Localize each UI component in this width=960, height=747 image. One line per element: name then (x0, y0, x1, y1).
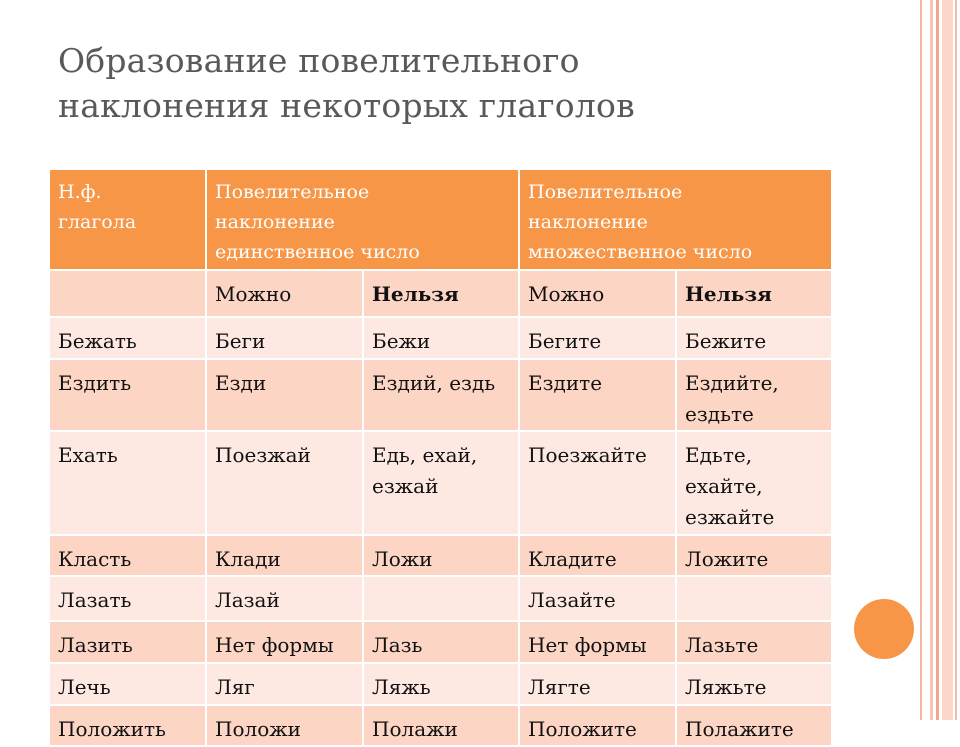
table-cell: Положи (206, 705, 363, 746)
header-cell-singular (206, 169, 519, 270)
slide-title (58, 38, 878, 128)
header-cell-plural (519, 169, 832, 270)
subheader-cell-forbidden: Нельзя (363, 270, 519, 317)
header-line: Повелительное (528, 181, 683, 203)
subheader-cell-allowed: Можно (519, 270, 676, 317)
table-row (49, 359, 832, 431)
table-cell: Ездий, ездь (363, 359, 519, 431)
header-line: Повелительное (215, 181, 370, 203)
subheader-cell-forbidden: Нельзя (676, 270, 832, 317)
table-cell: Лазайте (519, 576, 676, 621)
table-cell: Ложите (676, 535, 832, 576)
frame-line-3 (936, 0, 939, 720)
table-cell: Ляг (206, 663, 363, 705)
decorative-orange-circle (854, 599, 914, 659)
table-cell: Класть (49, 535, 206, 576)
table-row (49, 535, 832, 576)
table-cell: Лазьте (676, 621, 832, 663)
table-cell (363, 576, 519, 621)
table-row (49, 663, 832, 705)
subheader-cell (49, 270, 206, 317)
frame-line-1 (920, 0, 922, 720)
table-cell: Ездийте, ездьте (676, 359, 832, 431)
table-row (49, 317, 832, 359)
table-cell: Лазить (49, 621, 206, 663)
table-cell: Лазать (49, 576, 206, 621)
table-cell: Поезжай (206, 431, 363, 535)
table-cell: Бежать (49, 317, 206, 359)
frame-line-5 (955, 0, 957, 720)
table-cell: Ездите (519, 359, 676, 431)
table-cell: Лазай (206, 576, 363, 621)
header-line: глагола (58, 211, 137, 233)
table-cell: Лягте (519, 663, 676, 705)
header-line: наклонение (528, 211, 648, 233)
slide-title-line-1: Образование повелительного (58, 41, 580, 80)
table-cell: Бегите (519, 317, 676, 359)
table-cell: Лазь (363, 621, 519, 663)
table-cell: Беги (206, 317, 363, 359)
header-line: множественное число (528, 241, 753, 263)
frame-line-2 (930, 0, 933, 720)
header-cell-infinitive (49, 169, 206, 270)
table-subheader-row (49, 270, 832, 317)
table-cell: Положить (49, 705, 206, 746)
header-line: Н.ф. (58, 181, 102, 203)
table-cell: Едь, ехай, езжай (363, 431, 519, 535)
table-row (49, 621, 832, 663)
imperative-table (48, 168, 833, 747)
subheader-cell-allowed: Можно (206, 270, 363, 317)
table-row (49, 576, 832, 621)
table-cell: Лечь (49, 663, 206, 705)
table-cell: Нет формы (206, 621, 363, 663)
table-cell: Ложи (363, 535, 519, 576)
header-line: единственное число (215, 241, 420, 263)
table-cell: Ляжьте (676, 663, 832, 705)
table-cell: Поезжайте (519, 431, 676, 535)
table-header-row (49, 169, 832, 270)
table-cell: Ехать (49, 431, 206, 535)
table-cell: Клади (206, 535, 363, 576)
table-cell: Ляжь (363, 663, 519, 705)
slide-title-line-2: наклонения некоторых глаголов (58, 86, 635, 125)
frame-line-4 (942, 0, 953, 720)
table-cell: Кладите (519, 535, 676, 576)
table-row (49, 705, 832, 746)
header-line: наклонение (215, 211, 335, 233)
table-cell: Нет формы (519, 621, 676, 663)
table-cell: Езди (206, 359, 363, 431)
table-cell: Бежите (676, 317, 832, 359)
table-cell: Полажите (676, 705, 832, 746)
table-cell: Едьте, ехайте, езжайте (676, 431, 832, 535)
table-cell: Бежи (363, 317, 519, 359)
table-cell: Положите (519, 705, 676, 746)
table-cell (676, 576, 832, 621)
table-cell: Полажи (363, 705, 519, 746)
table-row (49, 431, 832, 535)
table-cell: Ездить (49, 359, 206, 431)
